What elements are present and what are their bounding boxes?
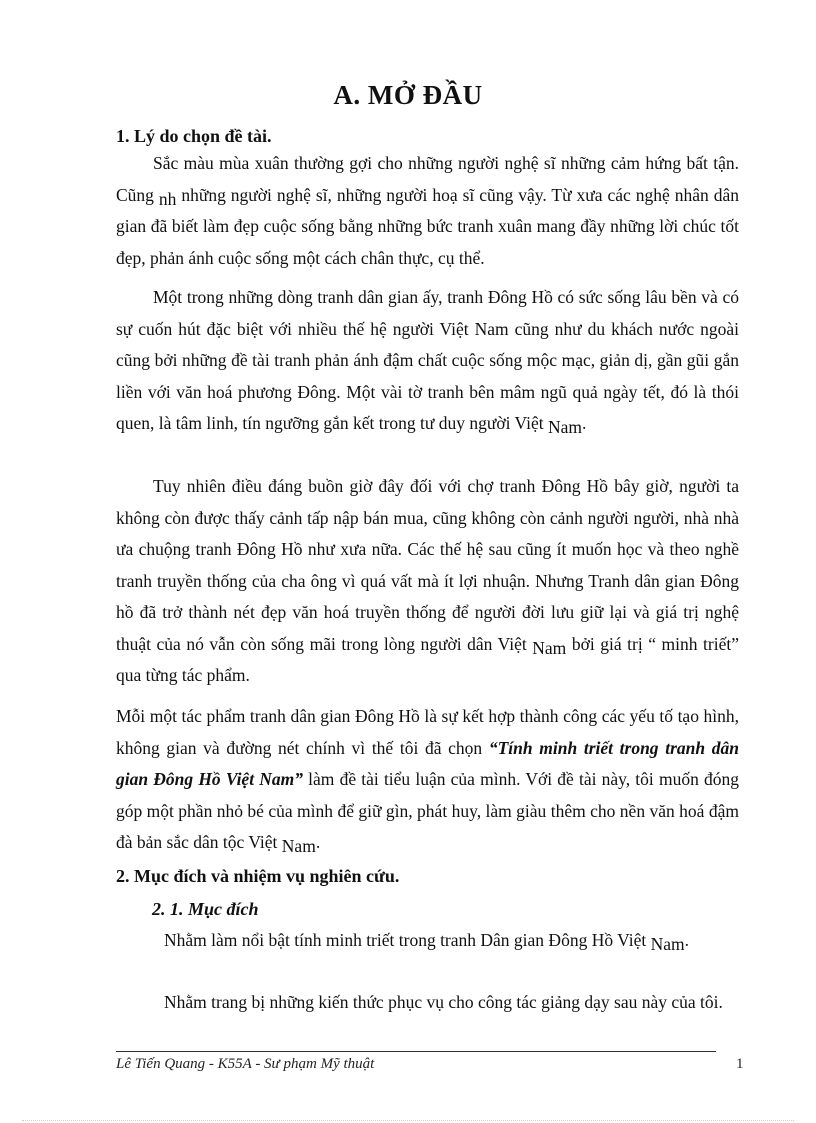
page-bottom-edge [22, 1120, 794, 1121]
section-2-heading: 2. Mục đích và nhiệm vụ nghiên cứu. [116, 866, 400, 886]
paragraph-5: Nhằm làm nổi bật tính minh triết trong tranh Dân gian Đông Hồ Việt Nam. [164, 930, 690, 954]
subscript-fragment: Nam [532, 637, 567, 658]
paragraph-3: Tuy nhiên điều đáng buồn giờ đây đối với chợ tranh Đông Hồ bây giờ, người ta không còn được thấy cảnh tấp nập bán mua, cũng không còn cảnh người người, nhà nhà ưa chuộng tranh Đông Hồ như xưa nữa. Các thế hệ sau cũng ít muốn học và theo nghề tranh truyền thống của cha ông vì quá vất mà ít lợi nhuận. Nhưng Tranh dân gian Đông hồ đã trở thành nét đẹp văn hoá truyền thống để người đời lưu giữ lại và giá trị nghệ thuật của nó vẫn còn sống mãi trong lòng người dân Việt Nam bởi giá trị “ minh triết” qua từng tác phẩm. [116, 476, 739, 685]
section-1-heading: 1. Lý do chọn đề tài. [116, 126, 272, 146]
subscript-fragment: Nam [281, 836, 316, 856]
subscript-fragment: Nam [548, 417, 583, 437]
thesis-title-emphasis: “Tính minh triết trong tranh dân gian Đông Hồ Việt Nam” [116, 737, 739, 789]
paragraph-1: Sắc màu mùa xuân thường gợi cho những người nghệ sĩ những cảm hứng bất tận. Cũng nh những người nghệ sĩ, những người hoạ sĩ cũng vậy. Từ xưa các nghệ nhân dân gian đã biết làm đẹp cuộc sống bằng những bức tranh xuân mang đầy những lời chúc tốt đẹp, phản ánh cuộc sống một cách chân thực, cụ thể. [116, 153, 739, 268]
footer-author-line: Lê Tiến Quang - K55A - Sư phạm Mỹ thuật [116, 1056, 375, 1072]
paragraph-4: Mỗi một tác phẩm tranh dân gian Đông Hồ là sự kết hợp thành công các yếu tố tạo hình, không gian và đường nét chính vì thế tôi đã chọn “Tính minh triết trong tranh dân gian Đông Hồ Việt Nam” làm đề tài tiểu luận của mình. Với đề tài này, tôi muốn đóng góp một phần nhỏ bé của mình để giữ gìn, phát huy, làm giàu thêm cho nền văn hoá đậm đà bản sắc dân tộc Việt Nam. [116, 706, 739, 856]
page-title: A. MỞ ĐẦU [333, 80, 483, 110]
section-2-1-subheading: 2. 1. Mục đích [152, 899, 259, 919]
footer-divider [116, 1051, 716, 1052]
subscript-fragment: nh [158, 188, 177, 209]
subscript-fragment: Nam [650, 934, 685, 954]
page-number: 1 [736, 1056, 744, 1072]
paragraph-6: Nhằm trang bị những kiến thức phục vụ cho công tác giảng dạy sau này của tôi. [164, 992, 723, 1012]
paragraph-2: Một trong những dòng tranh dân gian ấy, tranh Đông Hồ có sức sống lâu bền và có sự cuốn hút đặc biệt với nhiều thế hệ người Việt Nam cũng như du khách nước ngoài cũng bởi những đề tài tranh phản ánh đậm chất cuộc sống mộc mạc, giản dị, gần gũi gắn liền với văn hoá phương Đông. Một vài tờ tranh bên mâm ngũ quả ngày tết, đó là thói quen, là tâm linh, tín ngưỡng gắn kết trong tư duy người Việt Nam. [116, 287, 739, 437]
